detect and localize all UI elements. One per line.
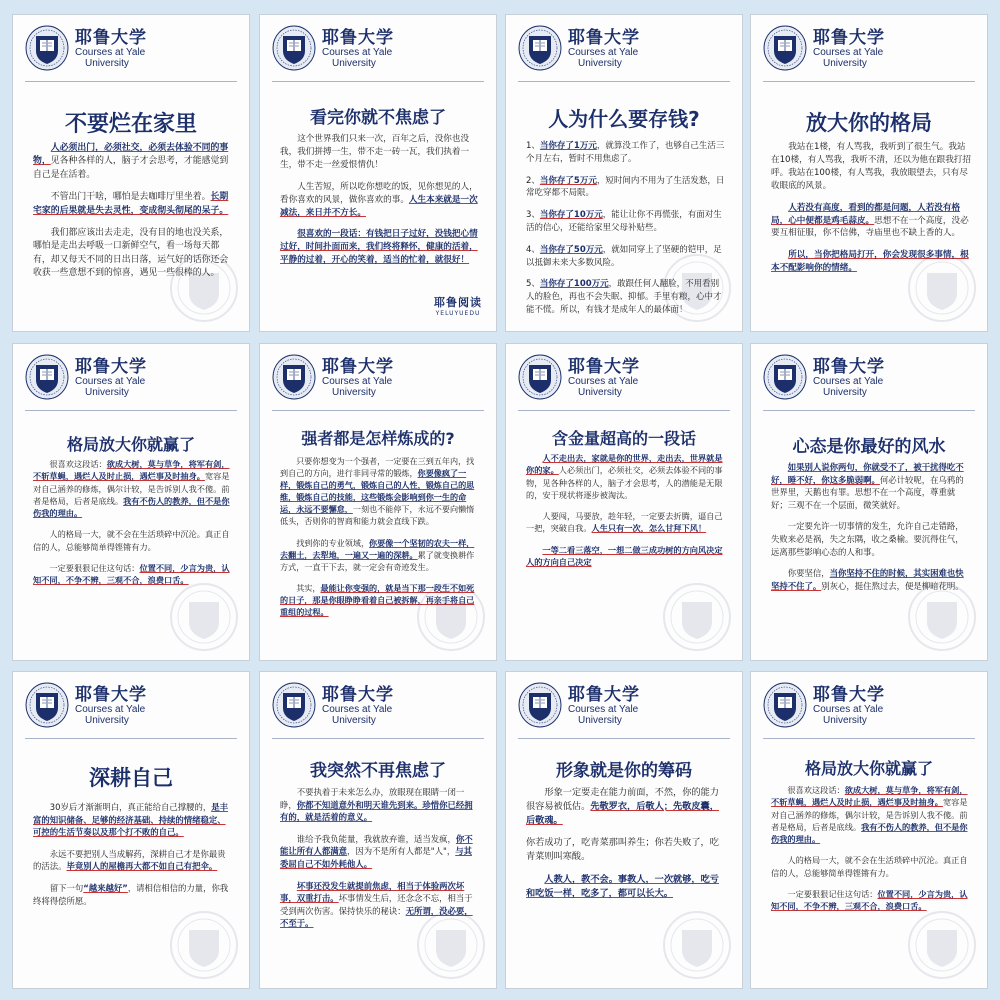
card-header — [751, 15, 987, 79]
school-name-en-line1: Courses at Yale — [568, 47, 639, 58]
body-text: 人要闯，马要放，趁年轻，一定要去折腾，逼自己一把，突破自我。 — [526, 511, 723, 534]
body-text: ，请相信相信的力量，你我终将得偿所愿。 — [33, 882, 229, 906]
school-name-en-line1: Courses at Yale — [568, 704, 639, 715]
body-paragraph — [526, 140, 726, 166]
school-name-en — [322, 376, 392, 398]
poster-card — [259, 14, 497, 332]
highlight-text: 人不走出去，家就是你的世界，走出去，世界就是你的家。 — [526, 453, 723, 476]
highlight-text: 当你坚持不住的时候，其实困难也快坚持不住了。 — [771, 568, 964, 591]
body-text: ，就如同穿上了坚硬的铠甲，足以抵御未来大多数风险。 — [526, 244, 722, 268]
yale-shield-icon — [25, 25, 69, 71]
body-paragraph — [526, 175, 726, 201]
body-text: 这个世界我们只来一次，百年之后，没你也没我，我们拼搏一生，带不走一砖一瓦，我们执着一生，带不走一丝爱恨情仇！ — [280, 134, 470, 170]
body-text: 别灰心，挺住熬过去，便是柳暗花明。 — [821, 580, 964, 591]
card-title: 格局放大你就赢了 — [804, 759, 933, 778]
header-divider — [272, 410, 484, 411]
body-text: 很喜欢这段话： — [49, 459, 107, 469]
poster-card — [505, 14, 743, 332]
school-name-en-line1: Courses at Yale — [322, 376, 393, 387]
body-paragraph — [771, 888, 971, 913]
card-title: 形象就是你的筹码 — [556, 761, 692, 781]
school-name-en — [568, 704, 638, 726]
body-text: 形象一定要走在能力前面，不然，你的能力很容易被低估。 — [526, 787, 719, 812]
school-name-en — [568, 47, 638, 69]
body-text: 人的格局一大，就不会在生活琐碎中沉沦。真正自信的人，总能够简单得铿锵有力。 — [33, 529, 230, 552]
body-paragraph — [33, 458, 233, 519]
highlight-text: 位置不同，少言为贵，认知不同，不争不辨，三观不合，浪费口舌。 — [771, 889, 968, 912]
yale-shield-icon — [272, 354, 316, 400]
body-text: 很喜欢这段话： — [787, 785, 845, 795]
card-body — [771, 461, 971, 601]
body-text: 思想不在一个高度，没必要互相征服，你不信佛，寺庙里也不缺上香的人。 — [771, 215, 969, 239]
yale-shield-icon — [518, 25, 562, 71]
body-text: 坏事情发生后，还念念不忘，相当于受到两次伤害。保持快乐的秘诀： — [280, 893, 473, 916]
body-paragraph — [33, 882, 233, 907]
body-paragraph — [526, 836, 726, 864]
body-paragraph — [33, 528, 233, 553]
school-name-cn: 耶鲁大学 — [75, 685, 147, 705]
school-name-en-line1: Courses at Yale — [75, 704, 146, 715]
seal-watermark-icon — [907, 910, 977, 980]
card-title: 人为什么要存钱? — [548, 107, 700, 131]
seal-watermark-icon — [416, 582, 486, 652]
yale-shield-icon — [25, 682, 69, 728]
card-header — [13, 672, 249, 736]
yale-shield-icon — [518, 354, 562, 400]
highlight-text: 是丰富的知识储备、足够的经济基础、持续的情绪稳定、可控的生活节奏以及那个打不败的自己。 — [33, 802, 228, 838]
highlight-text: 位置不同，少言为贵，认知不同，不争不辨，三观不合，浪费口舌。 — [33, 563, 230, 586]
body-text: 你若成功了，吃青菜那叫养生；你若失败了，吃青菜则叫寒酸。 — [526, 837, 719, 863]
body-text: 人必须出门，必须社交，必须去体验不同的事物，见各种各样的人，脑子才会思考，人的潜能是无限的，安于现状将逐步被淘汰。 — [526, 465, 723, 500]
body-text: 人的格局一大，就不会在生活琐碎中沉沦。真正自信的人，总能够简单得铿锵有力。 — [771, 855, 968, 878]
yale-shield-icon — [763, 25, 807, 71]
school-name-en-line2: University — [823, 715, 867, 726]
poster-card — [259, 343, 497, 661]
body-text: 一刻也不能停下，永远不要向懒惰低头，否则你的智商和能力就会直线下跌。 — [280, 504, 475, 527]
highlight-text: 当你存了5万元 — [539, 175, 597, 186]
body-paragraph — [771, 520, 971, 558]
card-body — [33, 801, 233, 916]
body-text: 一定要狠狠记住这句话： — [49, 563, 140, 574]
highlight-text: 先敬罗衣，后敬人；先敬皮囊，后敬魂。 — [526, 800, 719, 826]
body-text: 30岁后才渐渐明白，真正能给自己撑腰的， — [49, 802, 212, 812]
body-text: 永远不要把别人当成解药，深耕自己才是你最贵的活法。 — [33, 848, 226, 872]
body-paragraph — [33, 801, 233, 839]
card-header — [506, 15, 742, 79]
header-divider — [763, 738, 975, 739]
body-text: 5、 — [526, 279, 540, 290]
school-name-en-line2: University — [578, 387, 622, 398]
body-paragraph — [526, 510, 726, 535]
school-name-cn: 耶鲁大学 — [813, 28, 885, 48]
card-header — [260, 15, 496, 79]
body-text: 4、 — [526, 244, 540, 255]
school-name-en-line2: University — [578, 715, 622, 726]
highlight-text: 你要像疯了一样，锻炼自己的勇气，锻炼自己的人性，锻炼自己的思维，锻炼自己的技能，这些锻炼会影响到你一生的命运，永远不要懈怠， — [280, 468, 475, 515]
header-divider — [25, 81, 237, 82]
school-name-cn: 耶鲁大学 — [568, 28, 640, 48]
highlight-text: 与其委屈自己不如外耗他人。 — [280, 846, 472, 869]
yale-shield-icon — [518, 682, 562, 728]
card-title: 强者都是怎样炼成的? — [301, 429, 455, 448]
footer-brand-cn: 耶鲁阅读 — [434, 296, 482, 309]
highlight-text: 你都不知道意外和明天谁先到来。珍惜你已经拥有的，就是活着的意义。 — [280, 799, 473, 823]
card-title: 心态是你最好的风水 — [792, 437, 946, 457]
body-text: ，能让让你不再慌张，有面对生活的信心，还能给家里父母补贴些。 — [526, 210, 722, 233]
highlight-text: 我有不伤人的教养，但不是你伤我的理由。 — [771, 821, 968, 845]
school-name-en — [75, 376, 145, 398]
body-paragraph — [771, 854, 971, 879]
seal-watermark-icon — [662, 253, 732, 323]
body-text: 我站在1楼，有人骂我，我听到了很生气。我站在10楼，有人骂我，我听不清，还以为他在跟我打招呼。我站在100楼，有人骂我，我放眼望去，只有尽收眼底的风景。 — [771, 142, 971, 191]
school-name-en-line1: Courses at Yale — [75, 376, 146, 387]
highlight-text: 当你存了1万元 — [539, 141, 597, 151]
body-paragraph — [526, 452, 726, 501]
school-name-en-line1: Courses at Yale — [322, 704, 393, 715]
school-name-en — [75, 704, 145, 726]
body-paragraph — [771, 141, 971, 193]
body-text: 1、 — [526, 141, 540, 151]
card-title: 放大你的格局 — [806, 111, 932, 135]
school-name-en — [813, 47, 883, 69]
highlight-text: 人若没有高度，看到的都是问题，人若没有格局，心中便都是鸡毛蒜皮。 — [771, 202, 961, 226]
yale-shield-icon — [763, 354, 807, 400]
body-text: 找到你的专业领域， — [296, 537, 370, 548]
body-paragraph — [280, 833, 480, 871]
highlight-text: 人生本来就是一次减法，来日并不方长。 — [280, 194, 478, 218]
footer-brand-en: YELUYUEDU — [435, 310, 481, 317]
school-name-en-line2: University — [332, 387, 376, 398]
highlight-text: 欲成大树，莫与草争，将军有剑，不斩草蝇，遇烂人及时止损，遇烂事及时抽身。 — [771, 785, 968, 808]
body-text: 3、 — [526, 210, 540, 221]
body-paragraph — [526, 544, 726, 569]
card-body — [526, 786, 726, 910]
body-text: 宽容是对自己涵养的修炼，偶尔计较，是告诉别人我不傻。前者是格局，后者是底线。 — [33, 471, 230, 506]
header-divider — [763, 410, 975, 411]
seal-watermark-icon — [169, 910, 239, 980]
yale-shield-icon — [272, 682, 316, 728]
seal-watermark-icon — [169, 582, 239, 652]
body-paragraph — [280, 181, 480, 220]
poster-card — [505, 343, 743, 661]
body-text: 只要你想变为一个强者，一定要在三到五年内，找到自己的方向，进行非同寻常的锻炼， — [280, 456, 475, 479]
school-name-cn: 耶鲁大学 — [322, 685, 394, 705]
body-paragraph — [280, 228, 480, 267]
school-name-en-line2: University — [332, 715, 376, 726]
school-name-en-line2: University — [85, 58, 129, 69]
body-text: 留下一句 — [49, 882, 84, 893]
body-paragraph — [526, 873, 726, 901]
header-divider — [25, 738, 237, 739]
highlight-text: 很喜欢的一段话：有钱把日子过好，没钱把心情过好，时间扑面而来，我们终将释怀，健康的活着，平静的过着，开心的笑着，适当的忙着，就很好！ — [280, 229, 478, 266]
poster-card — [259, 671, 497, 989]
body-paragraph — [280, 455, 480, 528]
highlight-text: 坏事还没发生就提前焦虑，相当于体验两次坏事，双重打击。 — [280, 880, 465, 904]
card-body — [33, 458, 233, 596]
school-name-en-line2: University — [85, 387, 129, 398]
body-text: 谁给予我负能量，我就放弃谁，适当发疯， — [296, 833, 456, 844]
school-name-cn: 耶鲁大学 — [322, 28, 394, 48]
school-name-en — [568, 376, 638, 398]
poster-card — [505, 671, 743, 989]
body-paragraph — [771, 784, 971, 845]
body-paragraph — [526, 786, 726, 827]
school-name-en-line1: Courses at Yale — [813, 376, 884, 387]
school-name-cn: 耶鲁大学 — [813, 685, 885, 705]
seal-watermark-icon — [416, 910, 486, 980]
poster-card — [12, 343, 250, 661]
school-name-en — [322, 47, 392, 69]
body-text: 一定要允许一切事情的发生，允许自己走错路，失败来必是祸，失之东隅，收之桑榆。要沉得住气，远离那些影响心态的人和事。 — [771, 521, 964, 557]
body-paragraph — [771, 202, 971, 241]
card-header — [13, 344, 249, 408]
header-divider — [518, 81, 730, 82]
body-text: 不要执着于未来怎么办，放眼现在眼睛一闭一睁， — [280, 787, 465, 810]
body-text: ，因为不是所有人都是"人"， — [347, 846, 456, 857]
highlight-text: 最能让你变强的，就是当下那一段生不如死的日子，那是你眼睁睁看着自己被拆解，再亲手将自己重组的过程。 — [280, 582, 475, 618]
highlight-text: 当你存了50万元 — [539, 244, 603, 255]
card-body — [526, 452, 726, 577]
yale-shield-icon — [272, 25, 316, 71]
card-header — [751, 344, 987, 408]
body-paragraph — [280, 133, 480, 172]
card-title: 看完你就不焦虑了 — [310, 108, 446, 128]
poster-card — [12, 671, 250, 989]
body-text: 其实， — [296, 582, 321, 593]
card-title: 我突然不再焦虑了 — [310, 761, 446, 781]
body-text: 宽容是对自己涵养的修炼，偶尔计较，是告诉别人我不傻。前者是格局，后者是底线。 — [771, 797, 968, 832]
card-footer-brand — [434, 294, 482, 317]
poster-card — [750, 671, 988, 989]
highlight-text: 你要像一个坚韧的农夫一样，去翻土，去犁地，一遍又一遍的深耕。 — [280, 537, 475, 560]
highlight-text: 当你存了10万元 — [539, 210, 603, 221]
highlight-text: 一等二看三落空，一想二做三成功树的方向风决定人的方向自己决定 — [526, 544, 723, 568]
seal-watermark-icon — [907, 253, 977, 323]
body-text: ，短时间内不用为了生活发愁，日常吃穿都不局限。 — [526, 175, 725, 199]
card-header — [13, 15, 249, 79]
school-name-en — [322, 704, 392, 726]
header-divider — [272, 738, 484, 739]
highlight-text: 毕竟别人的屋檐再大都不如自己有把伞。 — [66, 861, 218, 872]
body-paragraph — [33, 142, 233, 182]
school-name-en — [813, 376, 883, 398]
body-paragraph — [771, 461, 971, 511]
highlight-text: 如果别人说你两句，你就受不了，被干扰得吃不好，睡不好，你这多脆弱啊。 — [771, 462, 964, 485]
card-header — [506, 672, 742, 736]
body-paragraph — [280, 786, 480, 824]
header-divider — [518, 738, 730, 739]
yale-shield-icon — [25, 354, 69, 400]
school-name-cn: 耶鲁大学 — [75, 357, 147, 377]
body-paragraph — [280, 537, 480, 573]
poster-card — [12, 14, 250, 332]
body-text: 何必计较呢，在乌鸦的世界里，天鹅也有罪。思想不在一个高度，尊重就好；三观不在一个层面，微笑就好。 — [771, 474, 964, 510]
school-name-en-line1: Courses at Yale — [813, 47, 884, 58]
highlight-text: 所以，当你把格局打开，你会发现很多事情，根本不配影响你的情绪。 — [771, 250, 969, 274]
highlight-text: “越来越好” — [83, 882, 128, 893]
card-header — [751, 672, 987, 736]
school-name-en-line1: Courses at Yale — [568, 376, 639, 387]
seal-watermark-icon — [662, 910, 732, 980]
school-name-cn: 耶鲁大学 — [322, 357, 394, 377]
school-name-en-line1: Courses at Yale — [813, 704, 884, 715]
body-text: 2、 — [526, 175, 540, 186]
card-header — [260, 344, 496, 408]
body-text: ，敢跟任何人翻脸，不用看别人的脸色，再也不会失眠、抑郁。手里有粮，心中才能不慌。所以，有钱才是成年人的最体面！ — [526, 279, 722, 315]
yale-shield-icon — [763, 682, 807, 728]
highlight-text: 你不能让所有人都满意 — [280, 833, 473, 857]
highlight-text: 我有不伤人的教养，但不是你伤我的理由。 — [33, 495, 230, 519]
card-body — [771, 784, 971, 922]
school-name-en-line2: University — [578, 58, 622, 69]
highlight-text: 人生只有一次，怎么甘拜下风！ — [591, 523, 707, 534]
highlight-text: 欲成大树，莫与草争，将军有剑，不斩草蝇，遇烂人及时止损，遇烂事及时抽身。 — [33, 459, 230, 482]
card-header — [260, 672, 496, 736]
highlight-text: 无所谓，没必要，不至于。 — [280, 905, 473, 929]
school-name-en-line1: Courses at Yale — [75, 47, 146, 58]
school-name-cn: 耶鲁大学 — [568, 685, 640, 705]
poster-card — [750, 14, 988, 332]
body-text: 人生苦短，所以吃你想吃的饭，见你想见的人，看你喜欢的风景，做你喜欢的事。 — [280, 181, 478, 205]
card-title: 格局放大你就赢了 — [66, 435, 195, 454]
body-paragraph — [33, 191, 233, 218]
body-paragraph — [526, 209, 726, 235]
highlight-text: 长期宅家的后果就是失去灵性，变成彻头彻尾的呆子。 — [33, 192, 229, 216]
poster-card — [750, 343, 988, 661]
card-title: 含金量超高的一段话 — [551, 429, 696, 448]
header-divider — [25, 410, 237, 411]
body-text: 见各种各样的人，脑子才会思考，才能感觉到自己是在活着。 — [33, 156, 229, 180]
highlight-text: 当你存了100万元 — [539, 279, 609, 290]
school-name-cn: 耶鲁大学 — [568, 357, 640, 377]
school-name-cn: 耶鲁大学 — [813, 357, 885, 377]
school-name-en — [813, 704, 883, 726]
school-name-en — [75, 47, 145, 69]
highlight-text: 人必须出门，必须社交，必须去体验不同的事物， — [33, 143, 229, 167]
body-text: 一定要狠狠记住这句话： — [787, 889, 878, 900]
header-divider — [272, 81, 484, 82]
card-title: 深耕自己 — [89, 766, 173, 790]
seal-watermark-icon — [907, 582, 977, 652]
seal-watermark-icon — [662, 582, 732, 652]
header-divider — [763, 81, 975, 82]
card-header — [506, 344, 742, 408]
body-text: ，就算没工作了，也够自己生活三个月左右，暂时不用焦虑了。 — [526, 141, 725, 164]
body-text: 累了就变换耕作方式，一直干下去，就一定会有奇迹发生。 — [280, 549, 475, 572]
school-name-en-line2: University — [823, 58, 867, 69]
card-body — [280, 133, 480, 276]
body-text: 你要坚信， — [787, 568, 830, 579]
header-divider — [518, 410, 730, 411]
seal-watermark-icon — [169, 253, 239, 323]
school-name-cn: 耶鲁大学 — [75, 28, 147, 48]
school-name-en-line1: Courses at Yale — [322, 47, 393, 58]
school-name-en-line2: University — [823, 387, 867, 398]
school-name-en-line2: University — [85, 715, 129, 726]
school-name-en-line2: University — [332, 58, 376, 69]
card-title: 不要烂在家里 — [64, 112, 197, 137]
body-text: 我们都应该出去走走，没有目的地也没关系，哪怕是走出去呼吸一口新鲜空气，看一场每天都有，却又每天不同的日出日落，运气好的话你还会收获一些意想不到的惊喜，遇见一些很棒的人。 — [33, 228, 229, 279]
highlight-text: 人教人，教不会。事教人，一次就够，吃亏和吃饭一样，吃多了，都可以长大。 — [526, 873, 719, 899]
body-paragraph — [33, 848, 233, 873]
body-text: 不管出门干啥，哪怕是去咖啡厅里坐着。 — [50, 192, 211, 203]
